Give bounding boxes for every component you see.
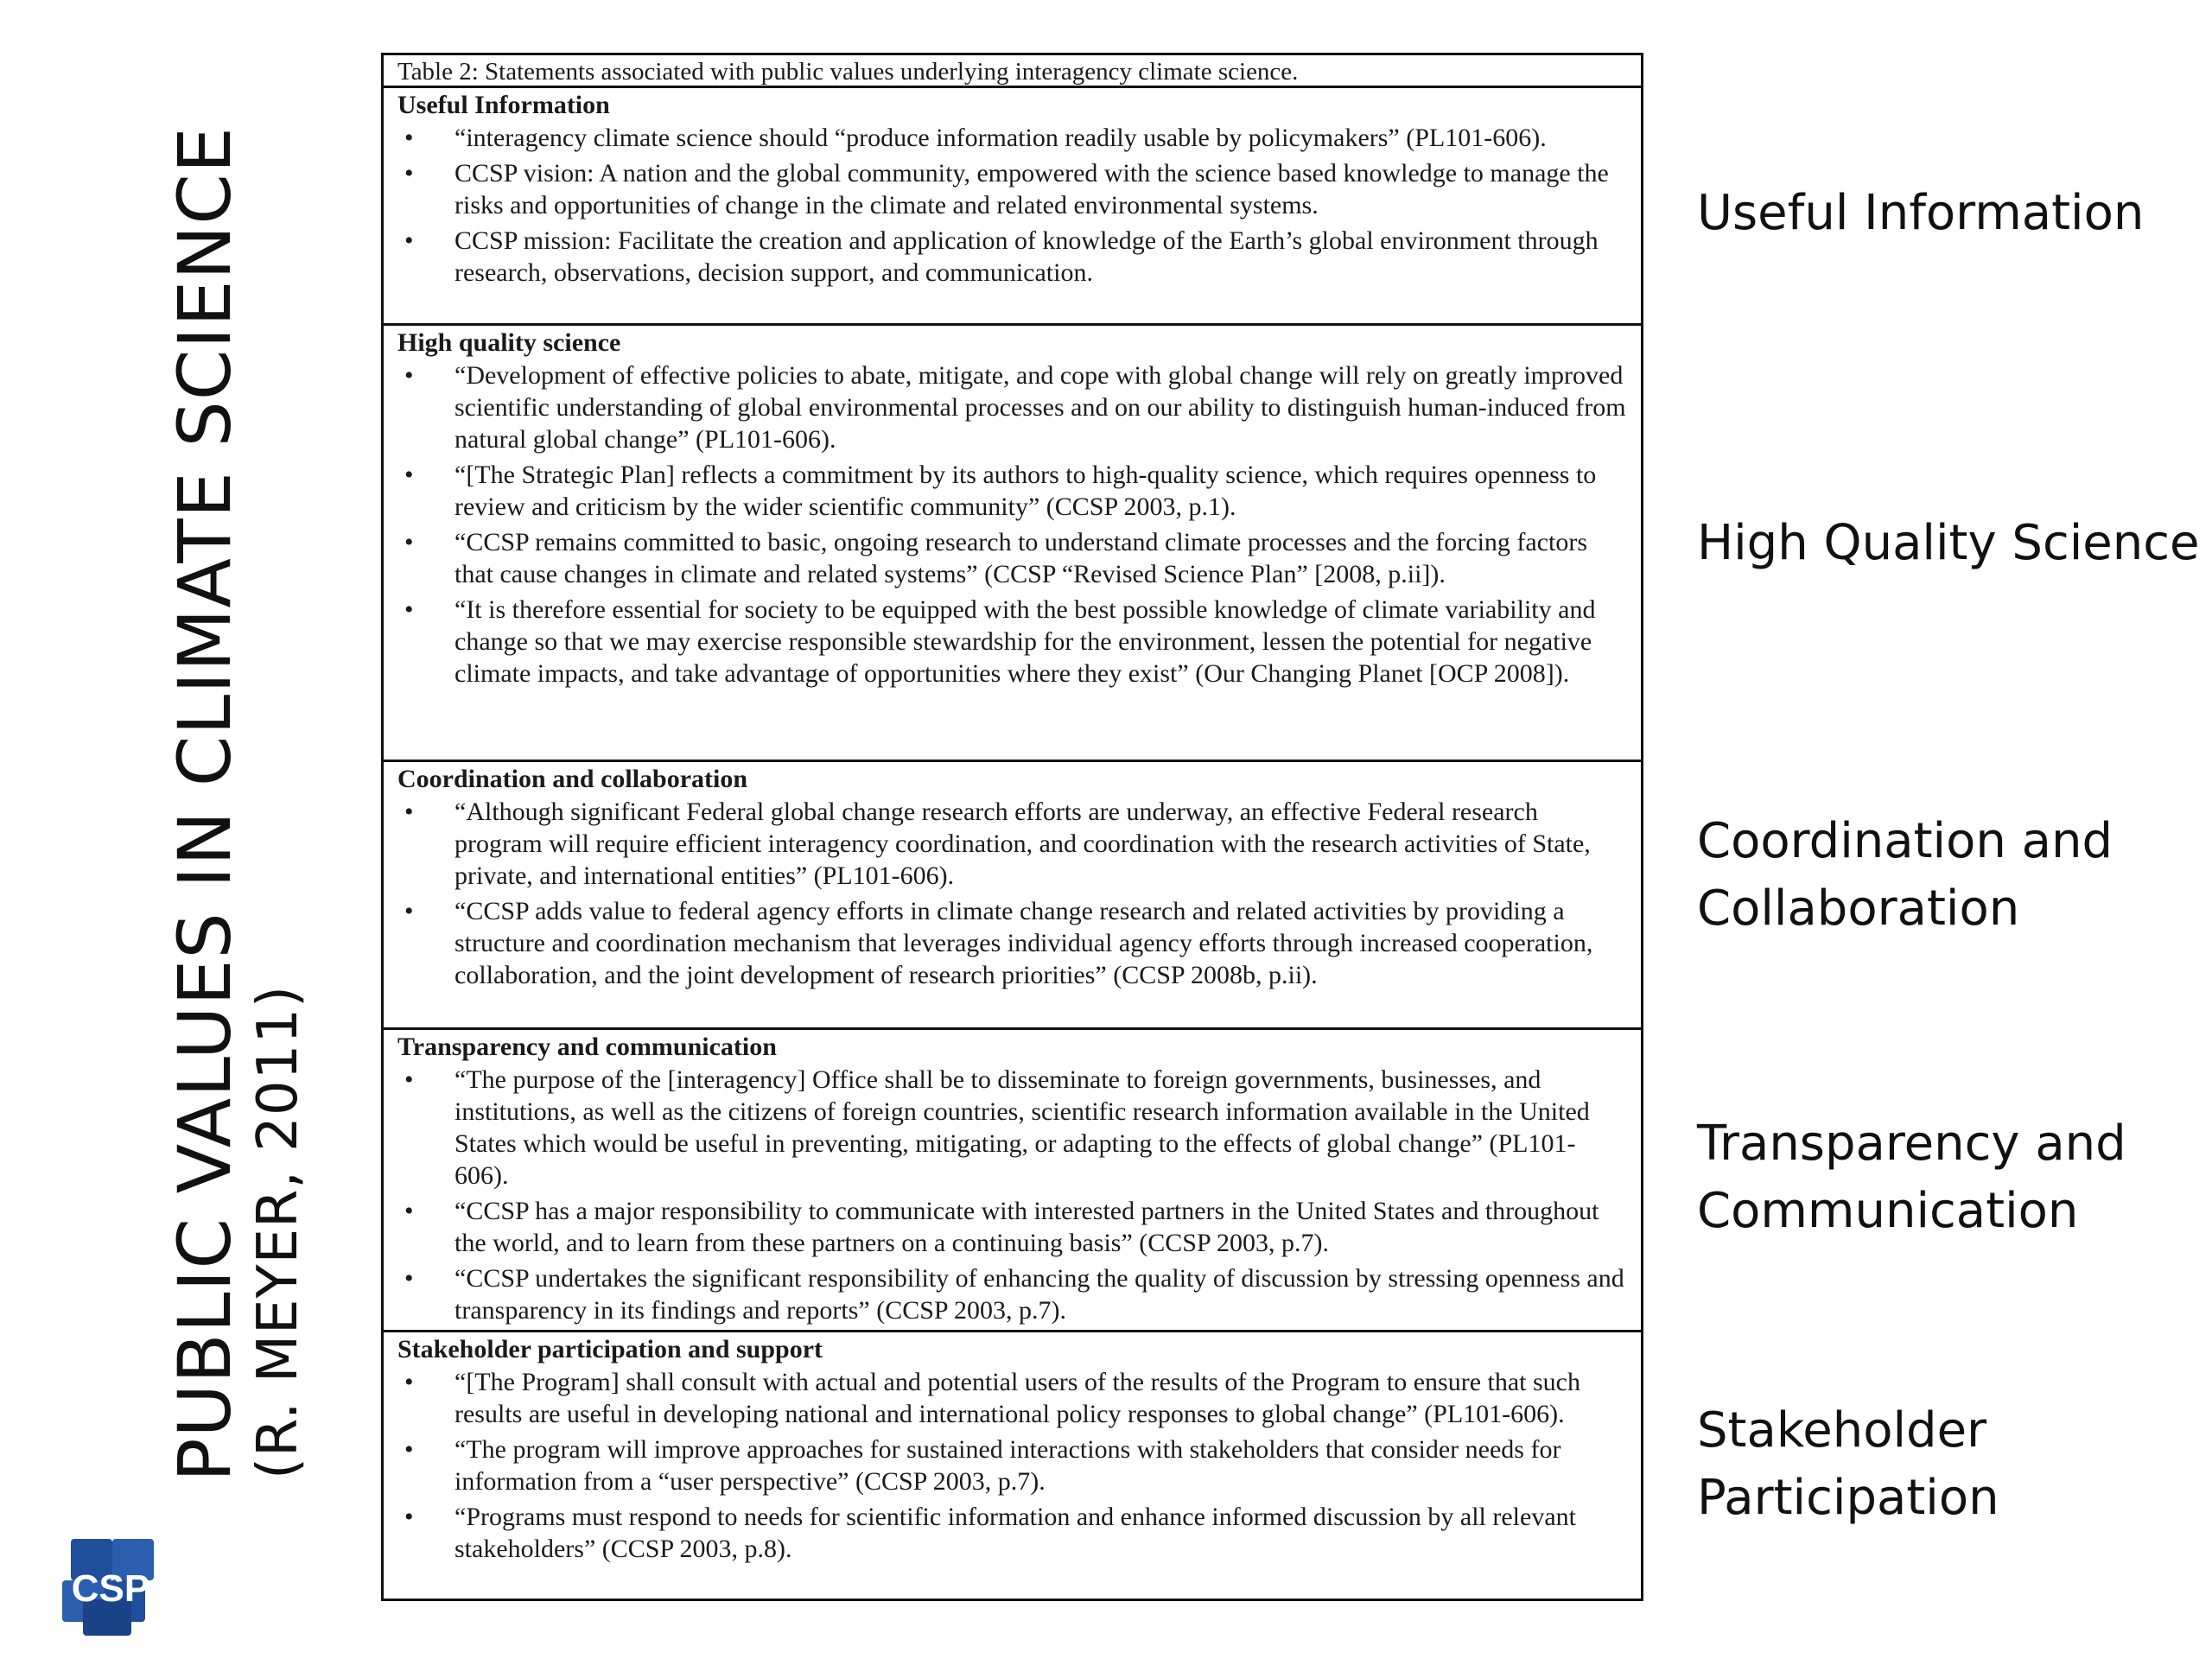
side-label-stakeholder: [1697, 1397, 1999, 1532]
side-label-useful-information: [1697, 180, 2144, 247]
values-table: [381, 53, 1643, 1601]
logo-text: CSP: [71, 1567, 150, 1610]
table-section: [384, 1332, 1641, 1600]
list-item: [397, 122, 1627, 154]
bullet-icon: •: [404, 1065, 414, 1094]
side-label-coordination: [1697, 808, 2113, 943]
side-label-line: Communication: [1697, 1183, 2079, 1239]
section-title: Transparency and communication: [397, 1033, 777, 1061]
list-item: [397, 225, 1627, 289]
list-item: [397, 459, 1627, 523]
bullet-icon: •: [404, 124, 414, 152]
bullet-icon: •: [404, 226, 414, 255]
list-item-text: “The program will improve approaches for sustained interactions with stakeholders that consider needs for information from a “user perspective” (CCSP 2003, p.7).: [454, 1435, 1561, 1496]
list-item: [397, 526, 1627, 590]
bullet-icon: •: [404, 897, 414, 925]
bullet-icon: •: [404, 1264, 414, 1293]
list-item: [397, 1433, 1627, 1497]
list-item: [397, 1064, 1627, 1192]
bullet-icon: •: [404, 798, 414, 826]
list-item: [397, 1262, 1627, 1326]
side-label-line: Stakeholder: [1697, 1402, 1987, 1459]
bullet-icon: •: [404, 361, 414, 390]
list-item: [397, 1195, 1627, 1259]
list-item: [397, 1366, 1627, 1430]
list-item: [397, 359, 1627, 455]
bullet-icon: •: [404, 528, 414, 556]
side-label-high-quality-science: [1697, 510, 2200, 577]
slide-title: PUBLIC VALUES IN CLIMATE SCIENCE: [162, 126, 247, 1482]
list-item: [397, 157, 1627, 221]
list-item-text: CCSP mission: Facilitate the creation and application of knowledge of the Earth’s global environment through research, observations, decision support, and communication.: [454, 226, 1599, 287]
list-item-text: “CCSP has a major responsibility to communicate with interested partners in the United States and throughout the world, and to learn from these partners on a continuing basis” (CCSP 2003, p.7).: [454, 1197, 1599, 1257]
list-item-text: CCSP vision: A nation and the global community, empowered with the science based knowledge to manage the risks and opportunities of change in the climate and related environmental systems.: [454, 159, 1609, 219]
list-item-text: “[The Strategic Plan] reflects a commitment by its authors to high-quality science, which requires openness to review and criticism by the wider scientific community” (CCSP 2003, p.1).: [454, 461, 1597, 521]
table-section: [384, 326, 1641, 762]
bullet-icon: •: [404, 595, 414, 624]
side-label-line: Collaboration: [1697, 880, 2020, 937]
list-item: [397, 594, 1627, 690]
list-item-text: “Development of effective policies to abate, mitigate, and cope with global change will rely on greatly improved scientific understanding of global environmental processes and on our ability to distinguish human-induced from natural global change” (PL101-606).: [454, 361, 1626, 454]
bullet-icon: •: [404, 1503, 414, 1531]
list-item-text: “CCSP adds value to federal agency efforts in climate change research and related activities by providing a structure and coordination mechanism that leverages individual agency efforts through increased cooperation, collaboration, and the joint development of research priorities” (CCSP 2008b, p.ii).: [454, 897, 1593, 989]
list-item-text: “It is therefore essential for society to be equipped with the best possible knowledge of climate variability and change so that we may exercise responsible stewardship for the environment, lessen the potential for negative climate impacts, and take advantage of opportunities where they exist” (Our Changing Planet [OCP 2008]).: [454, 595, 1596, 688]
section-title: Coordination and collaboration: [397, 765, 748, 793]
table-section: [384, 88, 1641, 326]
table-section: [384, 1030, 1641, 1332]
table-section: [384, 762, 1641, 1030]
side-label-line: Participation: [1697, 1470, 1999, 1526]
list-item: [397, 895, 1627, 991]
list-item-text: “interagency climate science should “produce information readily usable by policymakers” (PL101-606).: [454, 124, 1547, 152]
bullet-icon: •: [404, 1368, 414, 1396]
section-title: Useful Information: [397, 91, 610, 119]
list-item-text: “The purpose of the [interagency] Office shall be to disseminate to foreign governments, businesses, and institutions, as well as the citizens of foreign countries, scientific research information available in the United States which would be useful in preventing, mitigating, or adapting to the effects of global change” (PL101-606).: [454, 1065, 1590, 1190]
list-item: [397, 1501, 1627, 1565]
section-title: Stakeholder participation and support: [397, 1335, 823, 1363]
list-item-text: “CCSP remains committed to basic, ongoing research to understand climate processes and the forcing factors that cause changes in climate and related systems” (CCSP “Revised Science Plan” [2008, p.ii]).: [454, 528, 1588, 588]
list-item: [397, 796, 1627, 892]
bullet-icon: •: [404, 159, 414, 188]
list-item-text: “[The Program] shall consult with actual and potential users of the results of the Program to ensure that such results are useful in developing national and international policy responses to global change” (PL101-606).: [454, 1368, 1580, 1428]
table-caption: Table 2: Statements associated with public values underlying interagency climate science.: [384, 55, 1641, 88]
slide-subtitle: (R. MEYER, 2011): [246, 984, 310, 1479]
side-label-transparency: [1697, 1110, 2126, 1245]
list-item-text: “Programs must respond to needs for scientific information and enhance informed discussion by all relevant stakeholders” (CCSP 2003, p.8).: [454, 1503, 1576, 1563]
bullet-icon: •: [404, 461, 414, 489]
bullet-icon: •: [404, 1435, 414, 1464]
list-item-text: “Although significant Federal global change research efforts are underway, an effective Federal research program will require efficient interagency coordination, and coordination with the research activities of State, private, and international entities” (PL101-606).: [454, 798, 1591, 890]
side-label-line: Transparency and: [1697, 1116, 2126, 1172]
bullet-icon: •: [404, 1197, 414, 1225]
csp-logo-icon: [59, 1534, 164, 1639]
section-title: High quality science: [397, 328, 621, 357]
side-label-line: Coordination and: [1697, 813, 2113, 869]
side-label-line: Useful Information: [1697, 185, 2145, 241]
list-item-text: “CCSP undertakes the significant responsibility of enhancing the quality of discussion by stressing openness and transparency in its findings and reports” (CCSP 2003, p.7).: [454, 1264, 1624, 1325]
side-label-line: High Quality Science: [1697, 515, 2200, 571]
